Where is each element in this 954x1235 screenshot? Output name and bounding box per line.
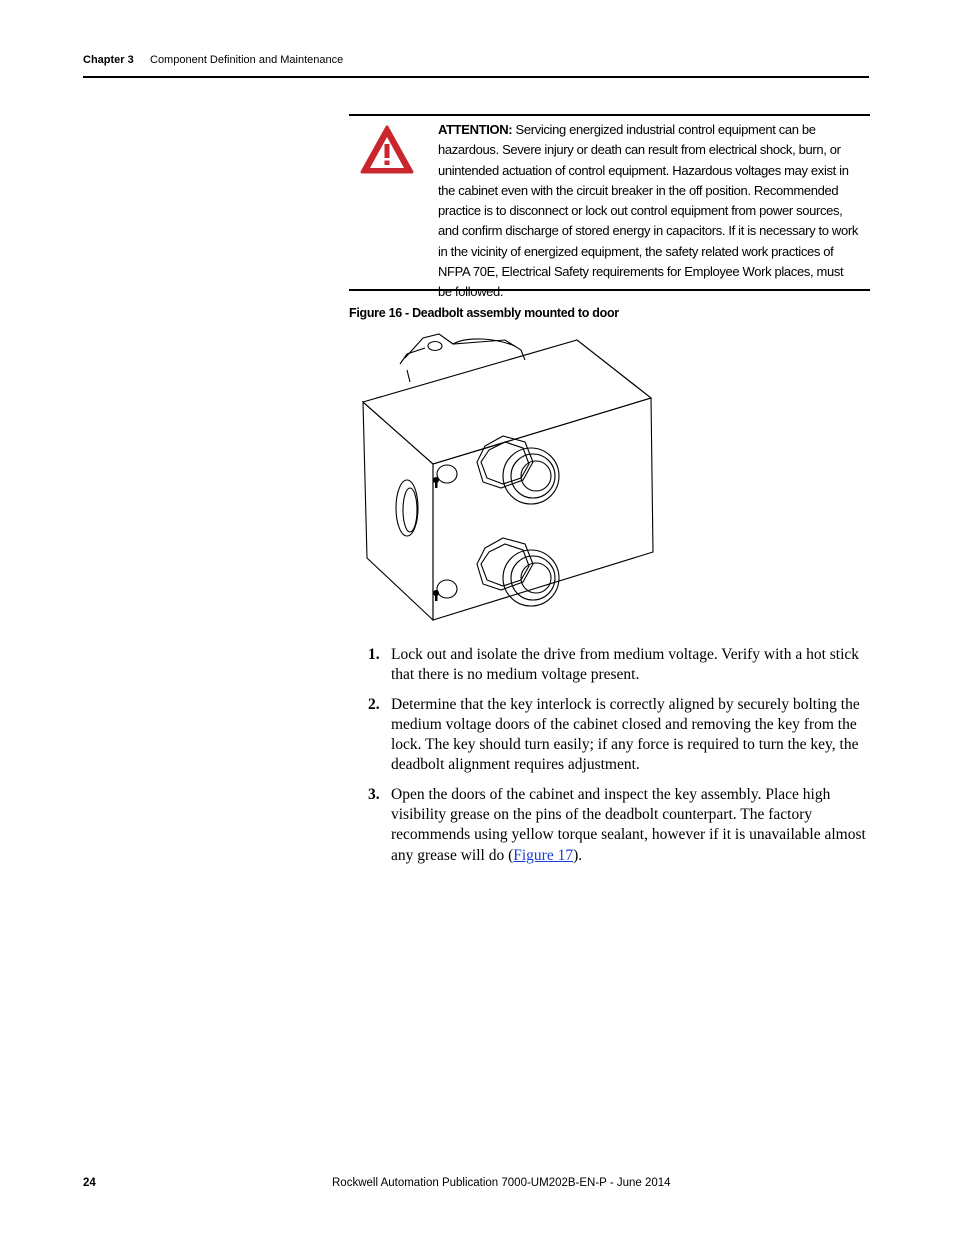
step-number: 2. [368,695,380,713]
list-item [368,695,868,776]
step-text-end: ). [573,846,583,864]
attention-box [349,114,870,300]
attention-body: Servicing energized industrial control equipment can be hazardous. Severe injury or death can result from electrical shock, burn, or unintended actuation of control equipment. Hazardous voltages may exist in the cabinet even with the circuit breaker in the off position. Recommended practice is to disconnect or lock out control equipment from power sources, and confirm discharge of stored energy in capacitors. If it is necessary to work in the vicinity of energized equipment, the safety related work practices of NFPA 70E, Electrical Safety requirements for Employee Work places, must be followed. [438,122,858,300]
chapter-title: Component Definition and Maintenance [150,54,344,66]
step-number: 1. [368,646,380,663]
deadbolt-assembly-illustration [355,330,675,630]
chapter-label: Chapter 3 [83,54,134,66]
procedure-steps [368,645,868,875]
step-number: 3. [368,785,380,803]
page-header [83,52,869,78]
attention-text [438,120,858,303]
figure-17-link[interactable]: Figure 17 [513,846,574,864]
publication-info: Rockwell Automation Publication 7000-UM202B-EN-P - June 2014 [332,1177,671,1189]
warning-triangle-icon [359,124,415,176]
list-item [368,785,868,866]
step-text: Determine that the key interlock is correctly aligned by securely bolting the medium voltage doors of the cabinet closed and removing the key from the lock. The key should turn easily; if any force is required to turn the key, the deadbolt alignment requires adjustment. [391,695,860,774]
step-text: Open the doors of the cabinet and inspect the key assembly. Place high visibility grease on the pins of the deadbolt counterpart. The factory recommends using yellow torque sealant, however if it is unavailable almost any grease will do ( [391,785,866,864]
page-number: 24 [83,1177,96,1189]
attention-label: ATTENTION: [438,122,513,137]
figure-caption: Figure 16 - Deadbolt assembly mounted to door [349,306,619,320]
step-text: Lock out and isolate the drive from medium voltage. Verify with a hot stick that there is no medium voltage present. [391,646,860,684]
list-item [368,645,868,686]
